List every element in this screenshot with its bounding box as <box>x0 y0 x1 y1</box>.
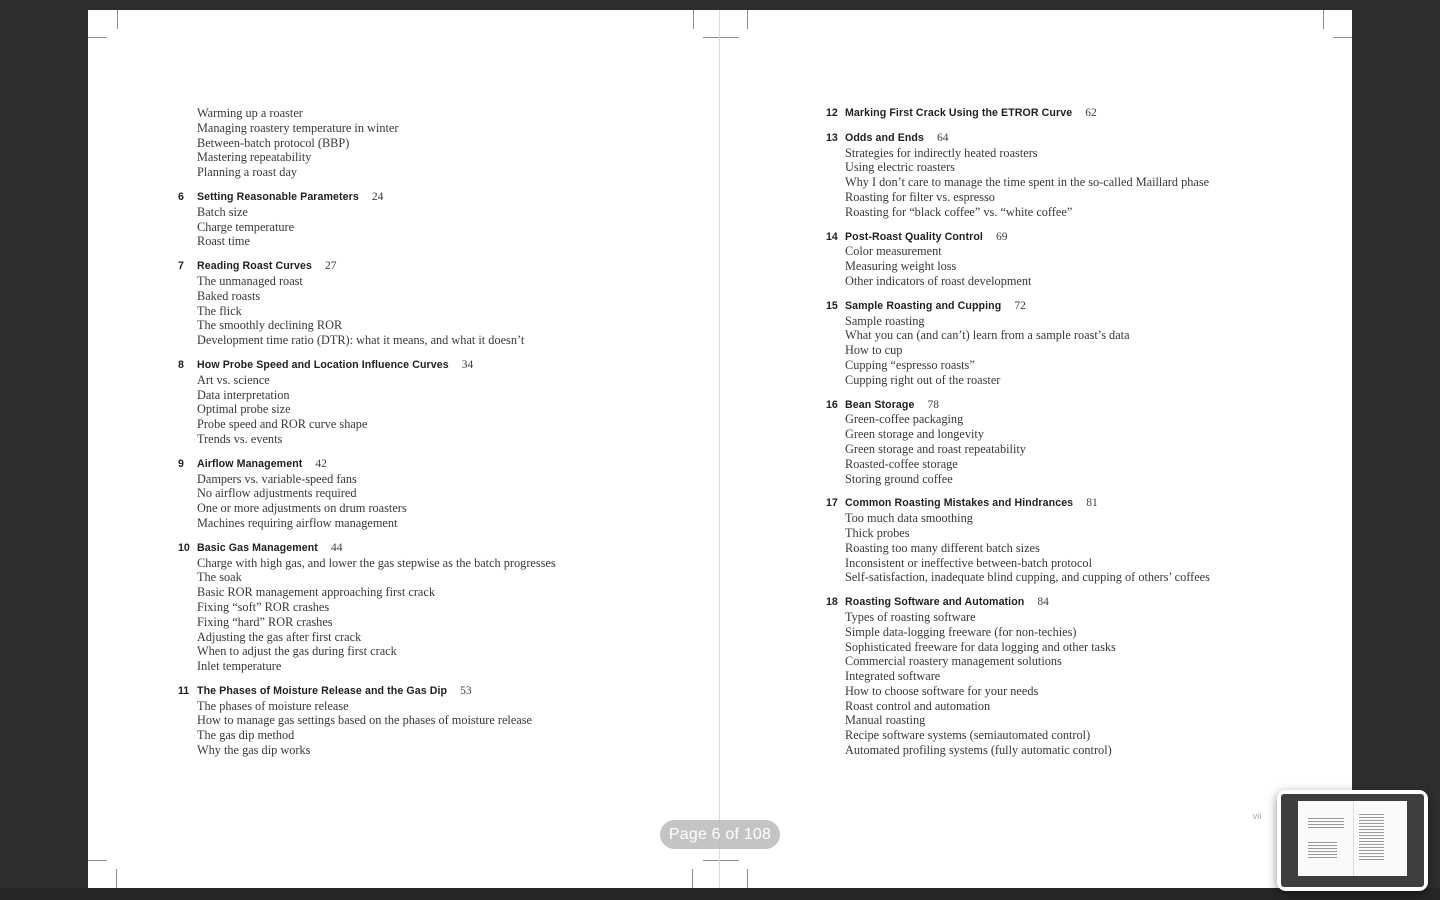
toc-chapter-entry <box>826 106 1210 121</box>
thumbnail-mini-spread <box>1298 801 1407 875</box>
crop-mark <box>747 869 748 888</box>
crop-mark <box>692 869 693 888</box>
chapter-number: 12 <box>826 107 838 119</box>
page-indicator-pill: Page 6 of 108 <box>660 820 780 849</box>
chapter-heading <box>826 595 1210 610</box>
chapter-heading <box>826 496 1210 511</box>
screenshot-thumbnail[interactable] <box>1277 790 1428 891</box>
toc-chapter-entry <box>826 230 1210 289</box>
thumbnail-text-block <box>1308 842 1337 860</box>
toc-subitem: Automated profiling systems (fully automatic control) <box>845 743 1112 758</box>
toc-subitem: Too much data smoothing <box>845 511 973 526</box>
chapter-heading <box>178 358 556 373</box>
chapter-title: Bean Storage <box>845 398 915 411</box>
toc-subitem: Using electric roasters <box>845 160 955 175</box>
chapter-title: Odds and Ends <box>845 131 924 144</box>
toc-chapter-entry <box>826 131 1210 220</box>
chapter-number: 11 <box>178 684 190 697</box>
toc-subitem: Thick probes <box>845 525 910 540</box>
chapter-title: Marking First Crack Using the ETROR Curve <box>845 107 1073 119</box>
toc-subitem: Manual roasting <box>845 713 926 728</box>
chapter-number: 10 <box>178 541 190 554</box>
toc-subitem: Cupping “espresso roasts” <box>845 357 975 372</box>
toc-subitem: Adjusting the gas after first crack <box>197 629 362 644</box>
chapter-page-number: 72 <box>1014 299 1026 312</box>
toc-subitem: Other indicators of roast development <box>845 273 1032 288</box>
chapter-heading <box>826 299 1210 314</box>
chapter-page-number: 78 <box>927 398 939 411</box>
toc-chapter-entry <box>178 684 556 758</box>
chapter-number: 8 <box>178 358 184 371</box>
book-spread <box>88 10 1352 888</box>
chapter-number: 6 <box>178 190 184 203</box>
toc-chapter-entry <box>178 541 556 674</box>
chapter-heading <box>178 541 556 556</box>
chapter-title: Reading Roast Curves <box>197 260 313 273</box>
toc-subitem: Fixing “hard” ROR crashes <box>197 614 333 629</box>
chapter-title: Sample Roasting and Cupping <box>845 299 1002 312</box>
toc-page-left <box>178 106 556 758</box>
toc-subitem: Between-batch protocol (BBP) <box>197 135 350 150</box>
crop-mark <box>1323 10 1324 29</box>
thumbnail-text-block <box>1308 818 1344 828</box>
toc-subitem: The gas dip method <box>197 728 295 743</box>
toc-subitem: The soak <box>197 570 242 585</box>
crop-mark <box>1333 37 1352 38</box>
chapter-heading <box>826 131 1210 146</box>
toc-subitem: Roasted-coffee storage <box>845 456 958 471</box>
toc-subitem: Machines requiring airflow management <box>197 515 398 530</box>
toc-subitem: The unmanaged roast <box>197 273 303 288</box>
toc-subitem: One or more adjustments on drum roasters <box>197 501 407 516</box>
thumbnail-viewer-background <box>1281 794 1424 887</box>
toc-subitem: Why I don’t care to manage the time spent in the so-called Maillard phase <box>845 175 1210 190</box>
chapter-heading <box>178 259 556 274</box>
chapter-page-number: 81 <box>1086 497 1098 510</box>
chapter-number: 14 <box>826 230 838 243</box>
toc-subitem: Roast control and automation <box>845 698 991 713</box>
chapter-page-number: 69 <box>995 230 1008 243</box>
toc-subitem: Optimal probe size <box>197 402 291 417</box>
toc-subitem: Inlet temperature <box>197 659 282 674</box>
chapter-title: Airflow Management <box>197 457 303 470</box>
toc-subitem: Self-satisfaction, inadequate blind cupping, and cupping of others’ coffees <box>845 570 1210 585</box>
toc-subitem: Charge temperature <box>197 219 295 234</box>
toc-subitem: Sample roasting <box>845 313 925 328</box>
chapter-title: The Phases of Moisture Release and the Gas Dip <box>197 684 448 697</box>
toc-subitem: Commercial roastery management solutions <box>845 654 1062 669</box>
toc-subitem: Basic ROR management approaching first crack <box>197 585 435 600</box>
toc-subitem: Charge with high gas, and lower the gas stepwise as the batch progresses <box>197 555 556 570</box>
chapter-page-number: 62 <box>1085 107 1097 119</box>
toc-subitem: The flick <box>197 303 242 318</box>
chapter-heading <box>826 106 1210 121</box>
toc-subitem: Dampers vs. variable-speed fans <box>197 471 357 486</box>
toc-subitem: Baked roasts <box>197 288 261 303</box>
toc-subitem: The smoothly declining ROR <box>197 318 343 333</box>
toc-subitem: How to manage gas settings based on the phases of moisture release <box>197 713 533 728</box>
toc-subitem: Roast time <box>197 234 250 249</box>
chapter-heading <box>826 398 1210 413</box>
toc-subitem: What you can (and can’t) learn from a sample roast’s data <box>845 328 1130 343</box>
toc-chapter-entry <box>178 259 556 348</box>
chapter-title: Post-Roast Quality Control <box>845 230 983 243</box>
toc-subitem: Cupping right out of the roaster <box>845 372 1001 387</box>
chapter-number: 15 <box>826 299 838 312</box>
toc-subitem: Fixing “soft” ROR crashes <box>197 599 330 614</box>
chapter-page-number: 24 <box>371 190 384 203</box>
toc-subitem: Simple data-logging freeware (for non-techies) <box>845 624 1077 639</box>
chapter-page-number: 44 <box>330 541 343 554</box>
toc-subitem: How to choose software for your needs <box>845 683 1039 698</box>
toc-subitem: Managing roastery temperature in winter <box>197 120 399 135</box>
chapter-number: 13 <box>826 131 838 144</box>
folio-page-number: vii <box>1252 811 1262 822</box>
toc-subitem: Warming up a roaster <box>197 106 303 120</box>
toc-subitem: Sophisticated freeware for data logging and other tasks <box>845 639 1116 654</box>
toc-chapter-entry <box>826 595 1210 758</box>
chapter-page-number: 27 <box>325 260 337 273</box>
chapter-title: Basic Gas Management <box>197 541 318 554</box>
toc-subitem: Roasting for filter vs. espresso <box>845 189 995 204</box>
crop-mark <box>693 10 694 29</box>
toc-subitem: Art vs. science <box>197 372 270 387</box>
toc-subitem: Inconsistent or ineffective between-batch protocol <box>845 555 1092 570</box>
chapter-number: 17 <box>826 497 838 510</box>
toc-subitem: Trends vs. events <box>197 431 283 446</box>
toc-chapter-entry <box>826 299 1210 388</box>
chapter-title: Roasting Software and Automation <box>845 596 1025 609</box>
toc-subitem: Recipe software systems (semiautomated control) <box>845 728 1091 743</box>
chapter-heading <box>178 457 556 472</box>
toc-subitem: Why the gas dip works <box>197 743 311 758</box>
toc-subitem: Roasting for “black coffee” vs. “white coffee” <box>845 204 1073 219</box>
toc-subitem: No airflow adjustments required <box>197 486 357 501</box>
toc-chapter-entry <box>826 496 1210 585</box>
toc-subitem: Green storage and roast repeatability <box>845 441 1026 456</box>
chapter-heading <box>826 230 1210 245</box>
toc-subitem: Data interpretation <box>197 387 290 402</box>
chapter-heading <box>178 684 556 699</box>
crop-mark <box>88 37 107 38</box>
chapter-number: 9 <box>178 457 184 470</box>
crop-mark <box>703 37 739 38</box>
toc-subitem: Measuring weight loss <box>845 259 957 274</box>
toc-subitem: Strategies for indirectly heated roasters <box>845 145 1038 160</box>
crop-mark <box>117 10 118 29</box>
toc-subitem: Integrated software <box>845 669 941 684</box>
chapter-heading <box>178 190 556 205</box>
chapter-number: 16 <box>826 398 838 411</box>
chapter-page-number: 42 <box>315 457 327 470</box>
toc-page-right <box>826 106 1210 758</box>
toc-subitem: The phases of moisture release <box>197 698 349 713</box>
chapter-page-number: 34 <box>461 358 474 371</box>
toc-subitem: Color measurement <box>845 244 942 259</box>
chapter-number: 18 <box>826 596 838 609</box>
toc-subitem: Planning a roast day <box>197 165 298 180</box>
chapter-page-number: 64 <box>937 131 949 144</box>
toc-chapter-entry <box>178 190 556 249</box>
chapter-page-number: 53 <box>460 684 472 697</box>
thumbnail-text-block <box>1359 814 1384 860</box>
chapter-title: Setting Reasonable Parameters <box>197 190 359 203</box>
toc-subitem: Probe speed and ROR curve shape <box>197 417 368 432</box>
crop-mark <box>116 869 117 888</box>
thumbnail-gutter-line <box>1353 801 1354 875</box>
toc-subitem: Green storage and longevity <box>845 427 984 442</box>
crop-mark <box>703 860 739 861</box>
chapter-number: 7 <box>178 260 184 273</box>
toc-subitem: Batch size <box>197 204 248 219</box>
chapter-title: How Probe Speed and Location Influence Curves <box>197 358 449 371</box>
toc-subitem: Mastering repeatability <box>197 150 312 165</box>
toc-subitem: When to adjust the gas during first crack <box>197 644 397 659</box>
toc-chapter-entry <box>178 457 556 531</box>
toc-subitem: Storing ground coffee <box>845 471 953 486</box>
crop-mark <box>88 860 107 861</box>
toc-subitem: How to cup <box>845 343 903 358</box>
toc-subitem: Green-coffee packaging <box>845 412 964 427</box>
toc-subitem: Development time ratio (DTR): what it means, and what it doesn’t <box>197 333 525 348</box>
toc-chapter-entry <box>826 398 1210 487</box>
page-gutter-line <box>719 10 720 888</box>
bottom-bar <box>0 888 1440 900</box>
toc-chapter-entry <box>178 358 556 447</box>
crop-mark <box>747 10 748 29</box>
chapter-page-number: 84 <box>1037 596 1049 609</box>
toc-subitem: Types of roasting software <box>845 609 976 624</box>
toc-subitem: Roasting too many different batch sizes <box>845 540 1040 555</box>
chapter-title: Common Roasting Mistakes and Hindrances <box>845 497 1074 510</box>
